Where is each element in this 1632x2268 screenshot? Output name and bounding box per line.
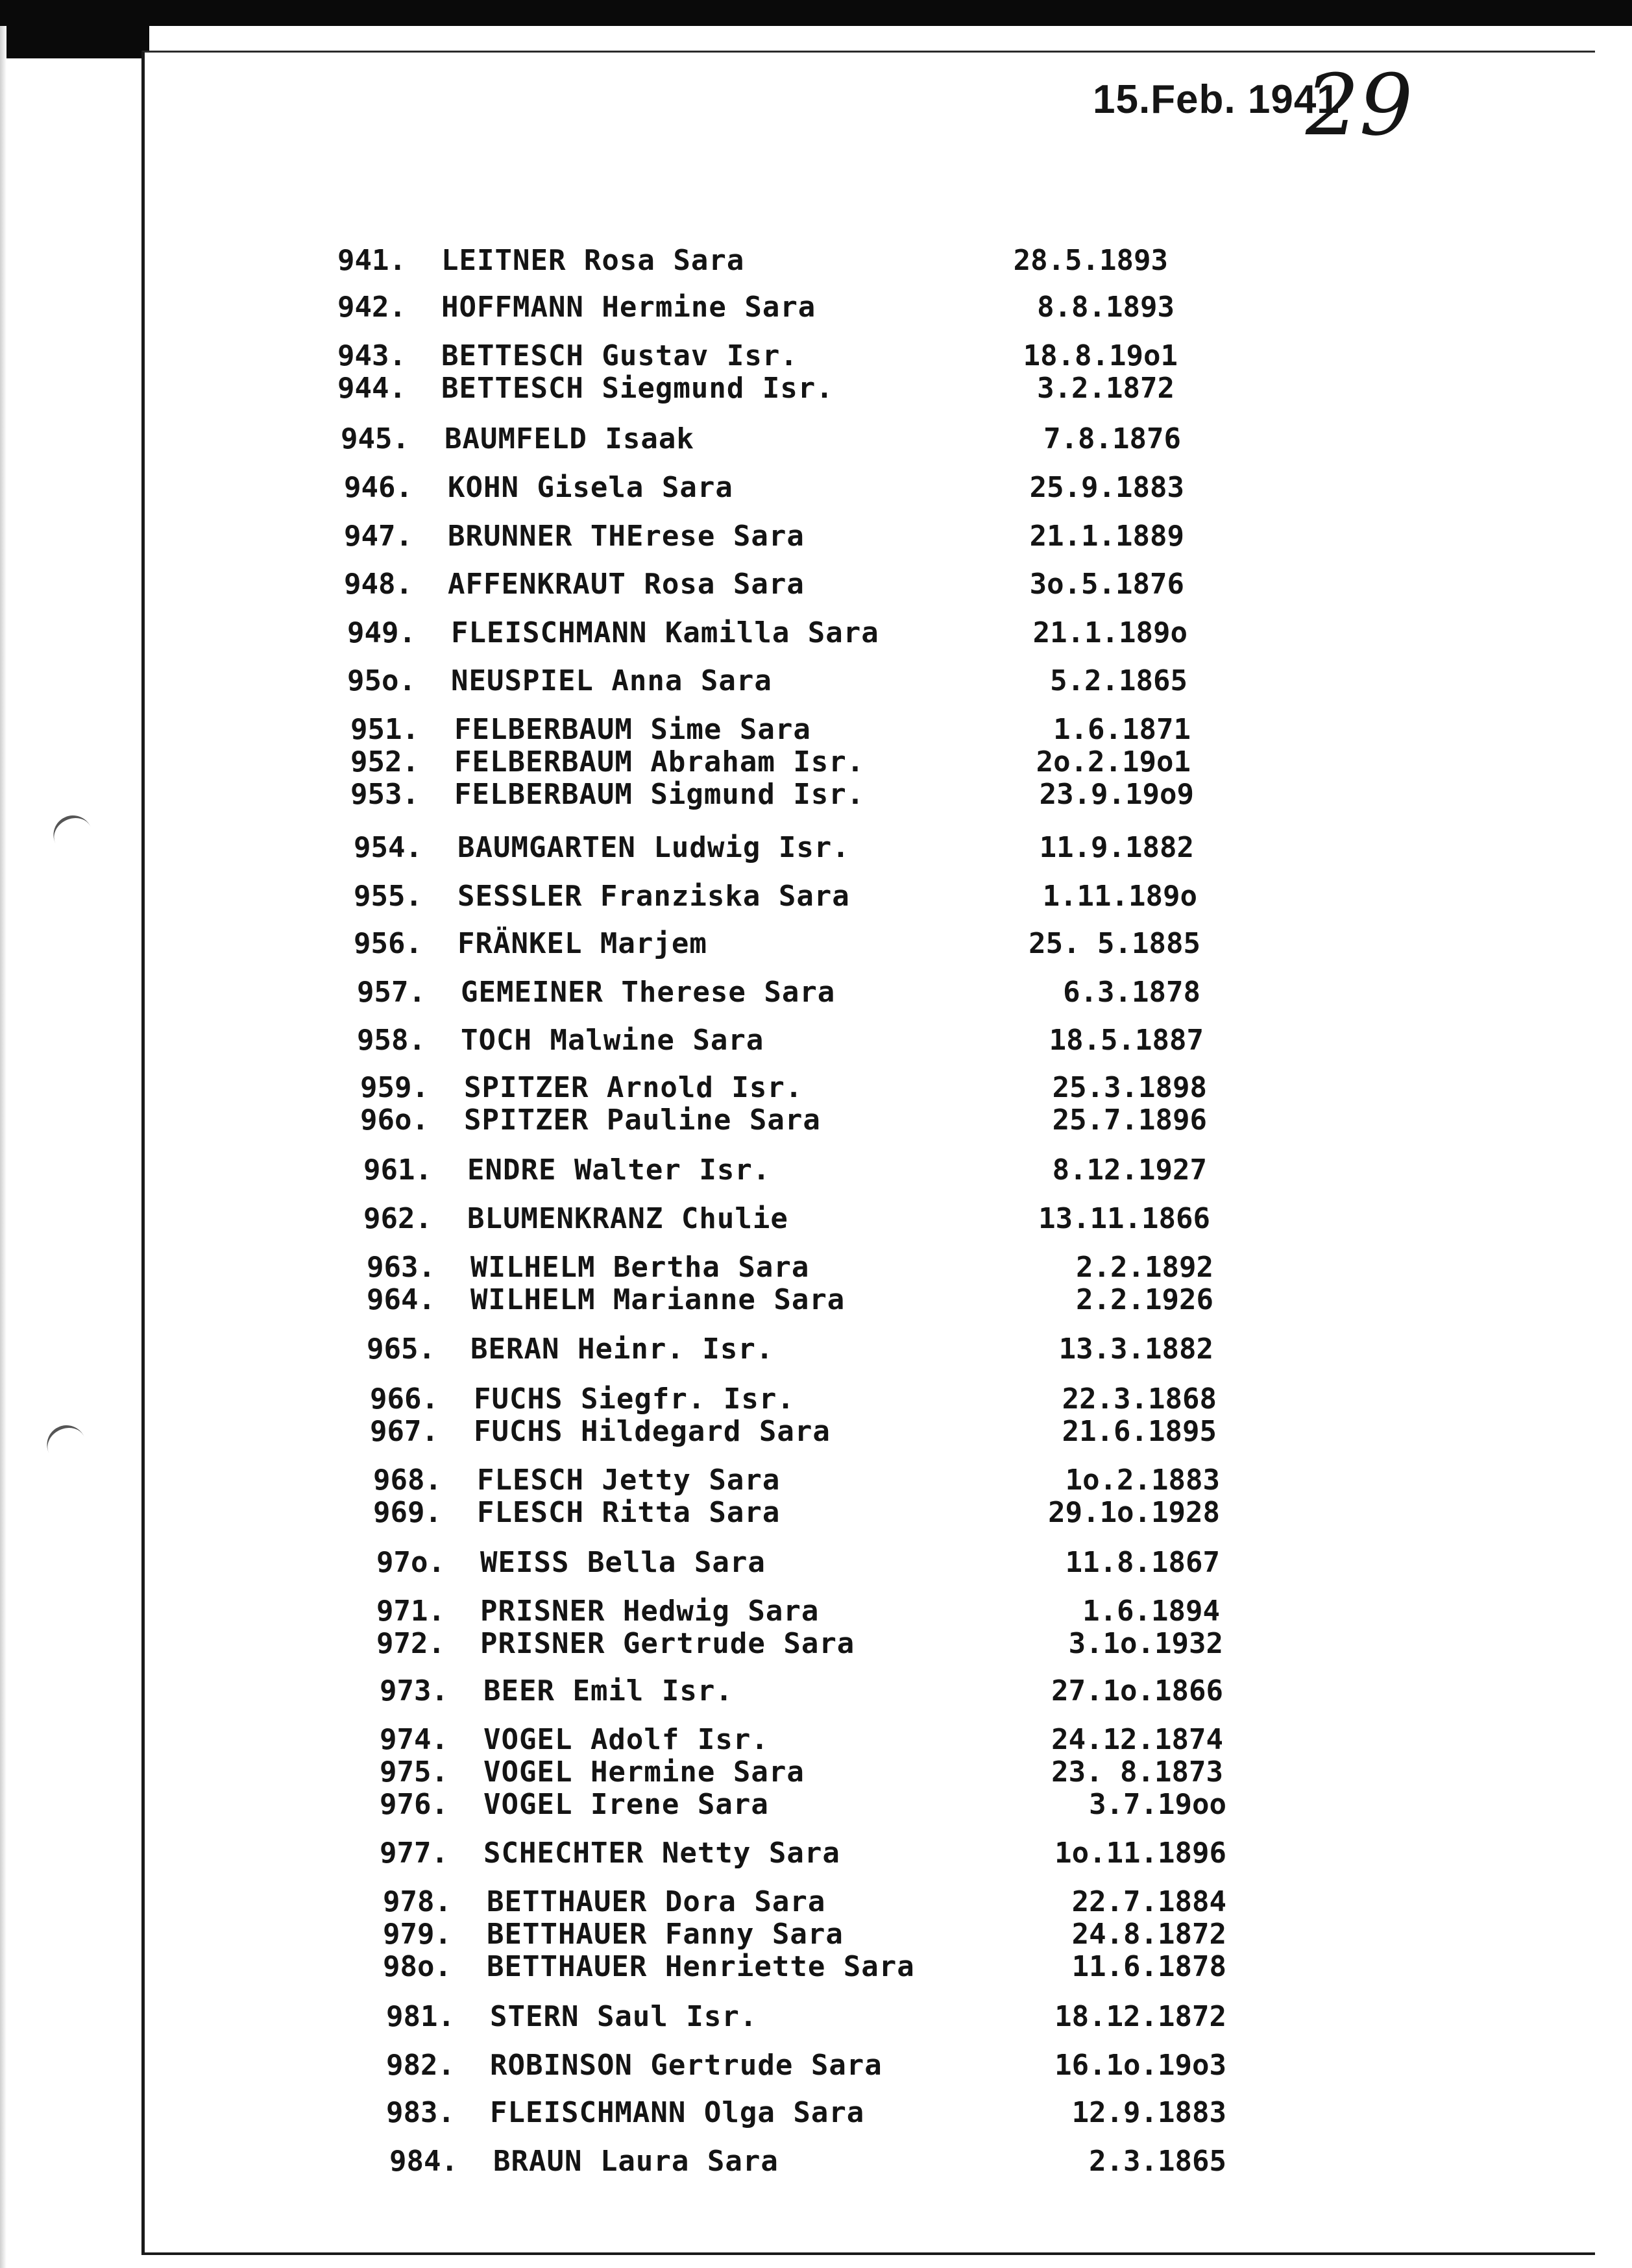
entry-number: 954.: [354, 831, 422, 864]
entry-number: 945.: [341, 422, 409, 455]
entry-number: 952.: [350, 745, 419, 778]
list-entry: [357, 1023, 1204, 1058]
entry-birth-date: 25.9.1883: [1029, 471, 1184, 504]
entry-number: 977.: [380, 1837, 448, 1870]
entry-birth-date: 1.6.1894: [1082, 1595, 1220, 1628]
list-entry: [373, 1463, 1220, 1498]
entry-name: BRAUN Laura Sara: [493, 2145, 779, 2178]
entry-number: 984.: [389, 2145, 458, 2178]
entry-birth-date: 1.11.189o: [1042, 880, 1197, 913]
entry-number: 944.: [337, 372, 406, 405]
entry-birth-date: 5.2.1865: [1050, 664, 1187, 697]
entry-name: BRUNNER THErese Sara: [448, 520, 805, 553]
list-entry: [344, 470, 1184, 505]
entry-number: 971.: [376, 1595, 445, 1628]
list-entry: [367, 1332, 1213, 1367]
entry-name: FLEISCHMANN Kamilla Sara: [451, 616, 879, 649]
entry-name: BLUMENKRANZ Chulie: [467, 1202, 788, 1235]
entry-birth-date: 1.6.1871: [1053, 713, 1191, 746]
entry-number: 961.: [363, 1153, 432, 1187]
list-entry: [350, 777, 1194, 812]
entry-birth-date: 12.9.1883: [1071, 2096, 1226, 2129]
entry-birth-date: 1o.11.1896: [1054, 1837, 1226, 1870]
entry-number: 947.: [344, 520, 413, 553]
date-stamp: 15.Feb. 1941: [1093, 77, 1340, 122]
list-entry: [386, 2048, 1226, 2083]
entry-number: 953.: [350, 778, 419, 811]
entry-number: 943.: [337, 339, 406, 372]
entry-birth-date: 8.8.1893: [1037, 291, 1175, 324]
entry-birth-date: 21.6.1895: [1062, 1415, 1217, 1448]
entry-birth-date: 18.8.19o1: [1023, 339, 1178, 372]
entry-number: 976.: [380, 1788, 448, 1821]
entry-name: BAUMFELD Isaak: [445, 422, 694, 455]
list-entry: [376, 1545, 1220, 1580]
list-entry: [354, 879, 1197, 914]
entry-birth-date: 2o.2.19o1: [1036, 745, 1191, 778]
entry-name: FLEISCHMANN Olga Sara: [490, 2096, 865, 2129]
list-entry: [344, 567, 1184, 602]
list-entry: [357, 975, 1200, 1010]
entry-birth-date: 11.9.1882: [1039, 831, 1194, 864]
entry-name: WEISS Bella Sara: [480, 1546, 766, 1579]
entry-birth-date: 11.6.1878: [1071, 1950, 1226, 1983]
list-entry: [367, 1283, 1213, 1318]
entry-name: PRISNER Hedwig Sara: [480, 1595, 820, 1628]
entry-name: SPITZER Arnold Isr.: [464, 1071, 803, 1104]
entry-name: VOGEL Hermine Sara: [483, 1755, 805, 1789]
list-entry: [376, 1594, 1220, 1629]
entry-birth-date: 16.1o.19o3: [1054, 2049, 1226, 2082]
entry-number: 956.: [354, 927, 422, 960]
entry-birth-date: 27.1o.1866: [1051, 1674, 1223, 1707]
entry-birth-date: 8.12.1927: [1052, 1153, 1207, 1187]
list-entry: [380, 1836, 1226, 1871]
entry-name: BETTESCH Gustav Isr.: [441, 339, 798, 372]
list-entry: [360, 1070, 1207, 1105]
entry-name: STERN Saul Isr.: [490, 2000, 758, 2033]
entry-birth-date: 3.1o.1932: [1068, 1627, 1223, 1660]
entry-number: 983.: [386, 2096, 455, 2129]
entry-birth-date: 1o.2.1883: [1065, 1464, 1220, 1497]
entry-birth-date: 24.8.1872: [1071, 1918, 1226, 1951]
entry-number: 964.: [367, 1283, 435, 1316]
list-entry: [350, 712, 1191, 747]
entry-name: BAUMGARTEN Ludwig Isr.: [457, 831, 850, 864]
entry-birth-date: 13.3.1882: [1058, 1333, 1213, 1366]
entry-birth-date: 22.7.1884: [1071, 1885, 1226, 1918]
list-entry: [347, 616, 1187, 651]
list-entry: [386, 2095, 1226, 2130]
entry-number: 942.: [337, 291, 406, 324]
entry-name: GEMEINER Therese Sara: [461, 976, 836, 1009]
entry-birth-date: 18.12.1872: [1054, 2000, 1226, 2033]
list-entry: [383, 1917, 1226, 1952]
entry-birth-date: 3o.5.1876: [1029, 568, 1184, 601]
entry-name: BETTESCH Siegmund Isr.: [441, 372, 834, 405]
entry-birth-date: 11.8.1867: [1065, 1546, 1220, 1579]
entry-name: KOHN Gisela Sara: [448, 471, 733, 504]
entry-birth-date: 18.5.1887: [1049, 1024, 1204, 1057]
entry-birth-date: 23. 8.1873: [1051, 1755, 1223, 1789]
entry-name: FELBERBAUM Abraham Isr.: [454, 745, 865, 778]
entry-name: BETTHAUER Dora Sara: [487, 1885, 826, 1918]
list-entry: [337, 243, 1168, 278]
entry-number: 968.: [373, 1464, 442, 1497]
entry-name: FELBERBAUM Sime Sara: [454, 713, 811, 746]
list-entry: [380, 1755, 1223, 1790]
entry-name: LEITNER Rosa Sara: [441, 244, 745, 277]
entry-name: WILHELM Marianne Sara: [470, 1283, 846, 1316]
entry-number: 949.: [347, 616, 416, 649]
list-entry: [389, 2144, 1226, 2179]
entry-name: PRISNER Gertrude Sara: [480, 1627, 855, 1660]
entry-name: FELBERBAUM Sigmund Isr.: [454, 778, 865, 811]
entry-birth-date: 25. 5.1885: [1029, 927, 1200, 960]
entry-number: 967.: [370, 1415, 439, 1448]
entry-number: 966.: [370, 1382, 439, 1416]
entry-number: 958.: [357, 1024, 426, 1057]
entry-birth-date: 3.2.1872: [1037, 372, 1175, 405]
list-entry: [344, 519, 1184, 554]
entry-number: 975.: [380, 1755, 448, 1789]
entry-birth-date: 22.3.1868: [1062, 1382, 1217, 1416]
entry-birth-date: 25.7.1896: [1052, 1104, 1207, 1137]
entry-name: TOCH Malwine Sara: [461, 1024, 764, 1057]
entry-number: 982.: [386, 2049, 455, 2082]
list-entry: [370, 1382, 1217, 1417]
entry-number: 974.: [380, 1723, 448, 1756]
entry-number: 95o.: [347, 664, 416, 697]
list-entry: [347, 664, 1187, 699]
list-entry: [373, 1495, 1220, 1530]
list-entry: [383, 1949, 1226, 1984]
entry-name: SCHECHTER Netty Sara: [483, 1837, 840, 1870]
entry-number: 98o.: [383, 1950, 452, 1983]
entry-name: SPITZER Pauline Sara: [464, 1104, 821, 1137]
entry-number: 981.: [386, 2000, 455, 2033]
list-entry: [337, 339, 1178, 374]
entry-number: 969.: [373, 1496, 442, 1529]
entry-name: ENDRE Walter Isr.: [467, 1153, 771, 1187]
entry-birth-date: 29.1o.1928: [1048, 1496, 1220, 1529]
entry-name: HOFFMANN Hermine Sara: [441, 291, 816, 324]
entry-number: 946.: [344, 471, 413, 504]
entry-birth-date: 2.2.1926: [1076, 1283, 1213, 1316]
entry-birth-date: 21.1.1889: [1029, 520, 1184, 553]
entry-number: 978.: [383, 1885, 452, 1918]
entry-birth-date: 24.12.1874: [1051, 1723, 1223, 1756]
entry-name: WILHELM Bertha Sara: [470, 1251, 810, 1284]
entry-number: 965.: [367, 1333, 435, 1366]
entry-number: 948.: [344, 568, 413, 601]
entry-number: 96o.: [360, 1104, 429, 1137]
entry-number: 962.: [363, 1202, 432, 1235]
entry-name: AFFENKRAUT Rosa Sara: [448, 568, 805, 601]
entry-name: FUCHS Siegfr. Isr.: [474, 1382, 795, 1416]
list-entry: [380, 1722, 1223, 1757]
list-entry: [376, 1626, 1223, 1661]
list-entry: [341, 422, 1181, 457]
entry-number: 957.: [357, 976, 426, 1009]
list-entry: [380, 1674, 1223, 1709]
list-entry: [386, 1999, 1226, 2034]
entry-birth-date: 25.3.1898: [1052, 1071, 1207, 1104]
entry-name: FLESCH Ritta Sara: [477, 1496, 781, 1529]
entry-birth-date: 2.3.1865: [1089, 2145, 1226, 2178]
entry-name: SESSLER Franziska Sara: [457, 880, 850, 913]
entry-birth-date: 21.1.189o: [1032, 616, 1187, 649]
list-entry: [383, 1885, 1226, 1920]
list-entry: [350, 745, 1191, 780]
entry-number: 979.: [383, 1918, 452, 1951]
entry-number: 973.: [380, 1674, 448, 1707]
entry-number: 97o.: [376, 1546, 445, 1579]
list-entry: [380, 1787, 1226, 1822]
list-entry: [363, 1153, 1207, 1188]
entry-name: BERAN Heinr. Isr.: [470, 1333, 774, 1366]
entry-birth-date: 13.11.1866: [1038, 1202, 1210, 1235]
entry-name: FRÄNKEL Marjem: [457, 927, 707, 960]
entry-number: 951.: [350, 713, 419, 746]
entry-name: VOGEL Adolf Isr.: [483, 1723, 769, 1756]
entry-name: ROBINSON Gertrude Sara: [490, 2049, 883, 2082]
list-entry: [363, 1201, 1210, 1237]
entry-name: VOGEL Irene Sara: [483, 1788, 769, 1821]
list-entry: [337, 371, 1175, 406]
list-entry: [354, 926, 1200, 961]
entry-number: 955.: [354, 880, 422, 913]
entry-birth-date: 2.2.1892: [1076, 1251, 1213, 1284]
entry-name: FUCHS Hildegard Sara: [474, 1415, 831, 1448]
list-entry: [367, 1250, 1213, 1285]
list-entry: [354, 830, 1194, 865]
entry-number: 941.: [337, 244, 406, 277]
entry-birth-date: 23.9.19o9: [1039, 778, 1194, 811]
entry-number: 959.: [360, 1071, 429, 1104]
entry-name: NEUSPIEL Anna Sara: [451, 664, 772, 697]
entry-birth-date: 3.7.19oo: [1089, 1788, 1226, 1821]
entry-name: BETTHAUER Henriette Sara: [487, 1950, 915, 1983]
entry-birth-date: 6.3.1878: [1063, 976, 1200, 1009]
entry-number: 963.: [367, 1251, 435, 1284]
entry-name: BEER Emil Isr.: [483, 1674, 733, 1707]
entry-birth-date: 28.5.1893: [1013, 244, 1168, 277]
entry-name: FLESCH Jetty Sara: [477, 1464, 781, 1497]
list-entry: [360, 1103, 1207, 1138]
list-entry: [337, 290, 1175, 325]
entry-name: BETTHAUER Fanny Sara: [487, 1918, 844, 1951]
page-number: 29: [1306, 56, 1413, 154]
entry-birth-date: 7.8.1876: [1043, 422, 1181, 455]
entry-number: 972.: [376, 1627, 445, 1660]
list-entry: [370, 1414, 1217, 1449]
